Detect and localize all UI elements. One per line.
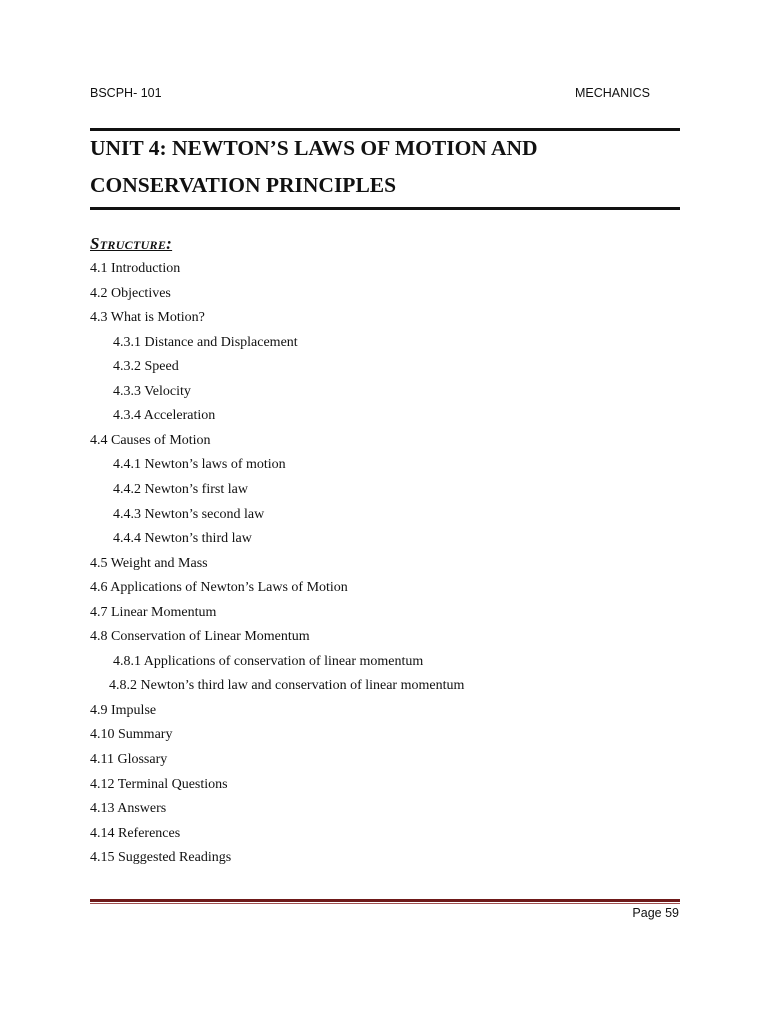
toc-item: 4.15 Suggested Readings [90,850,232,866]
course-code: BSCPH- 101 [90,86,162,100]
structure-heading: Structure: [90,234,173,253]
toc-item: 4.6 Applications of Newton’s Laws of Motion [90,580,348,596]
toc-item: 4.4 Causes of Motion [90,432,211,448]
toc-item: 4.7 Linear Momentum [90,604,217,620]
toc-item: 4.5 Weight and Mass [90,555,208,571]
toc-item: 4.3.3 Velocity [113,383,191,399]
toc-item: 4.11 Glossary [90,752,168,767]
page-number: Page 59 [632,906,679,920]
toc-item: 4.3.1 Distance and Displacement [113,334,298,350]
toc-item: 4.14 References [90,825,181,841]
toc-item: 4.12 Terminal Questions [90,776,228,792]
toc-item: 4.4.1 Newton’s laws of motion [113,457,286,473]
unit-title-line-1: UNIT 4: NEWTON’S LAWS OF MOTION AND [90,136,538,160]
toc-item: 4.8.2 Newton’s third law and conservation of linear momentum [109,678,465,694]
toc-item: 4.4.3 Newton’s second law [113,506,265,522]
footer-rule-thin [90,903,680,904]
unit-title [90,130,690,204]
toc-item: 4.3.4 Acceleration [113,408,216,424]
toc-item: 4.2 Objectives [90,285,171,301]
toc-item: 4.3 What is Motion? [90,310,205,326]
toc-item: 4.9 Impulse [90,702,157,718]
toc-item: 4.10 Summary [90,727,173,743]
footer-rule [90,899,680,902]
toc-item: 4.4.2 Newton’s first law [113,481,248,497]
toc-item: 4.4.4 Newton’s third law [113,531,252,547]
unit-title-line-2: CONSERVATION PRINCIPLES [90,173,397,197]
toc-item: 4.8 Conservation of Linear Momentum [90,629,310,645]
toc-item: 4.13 Answers [90,801,167,817]
title-bottom-rule [90,207,680,210]
toc-item: 4.1 Introduction [90,261,181,276]
toc-item: 4.8.1 Applications of conservation of linear momentum [113,653,424,669]
subject-name: MECHANICS [574,86,650,100]
toc-item: 4.3.2 Speed [113,359,179,375]
